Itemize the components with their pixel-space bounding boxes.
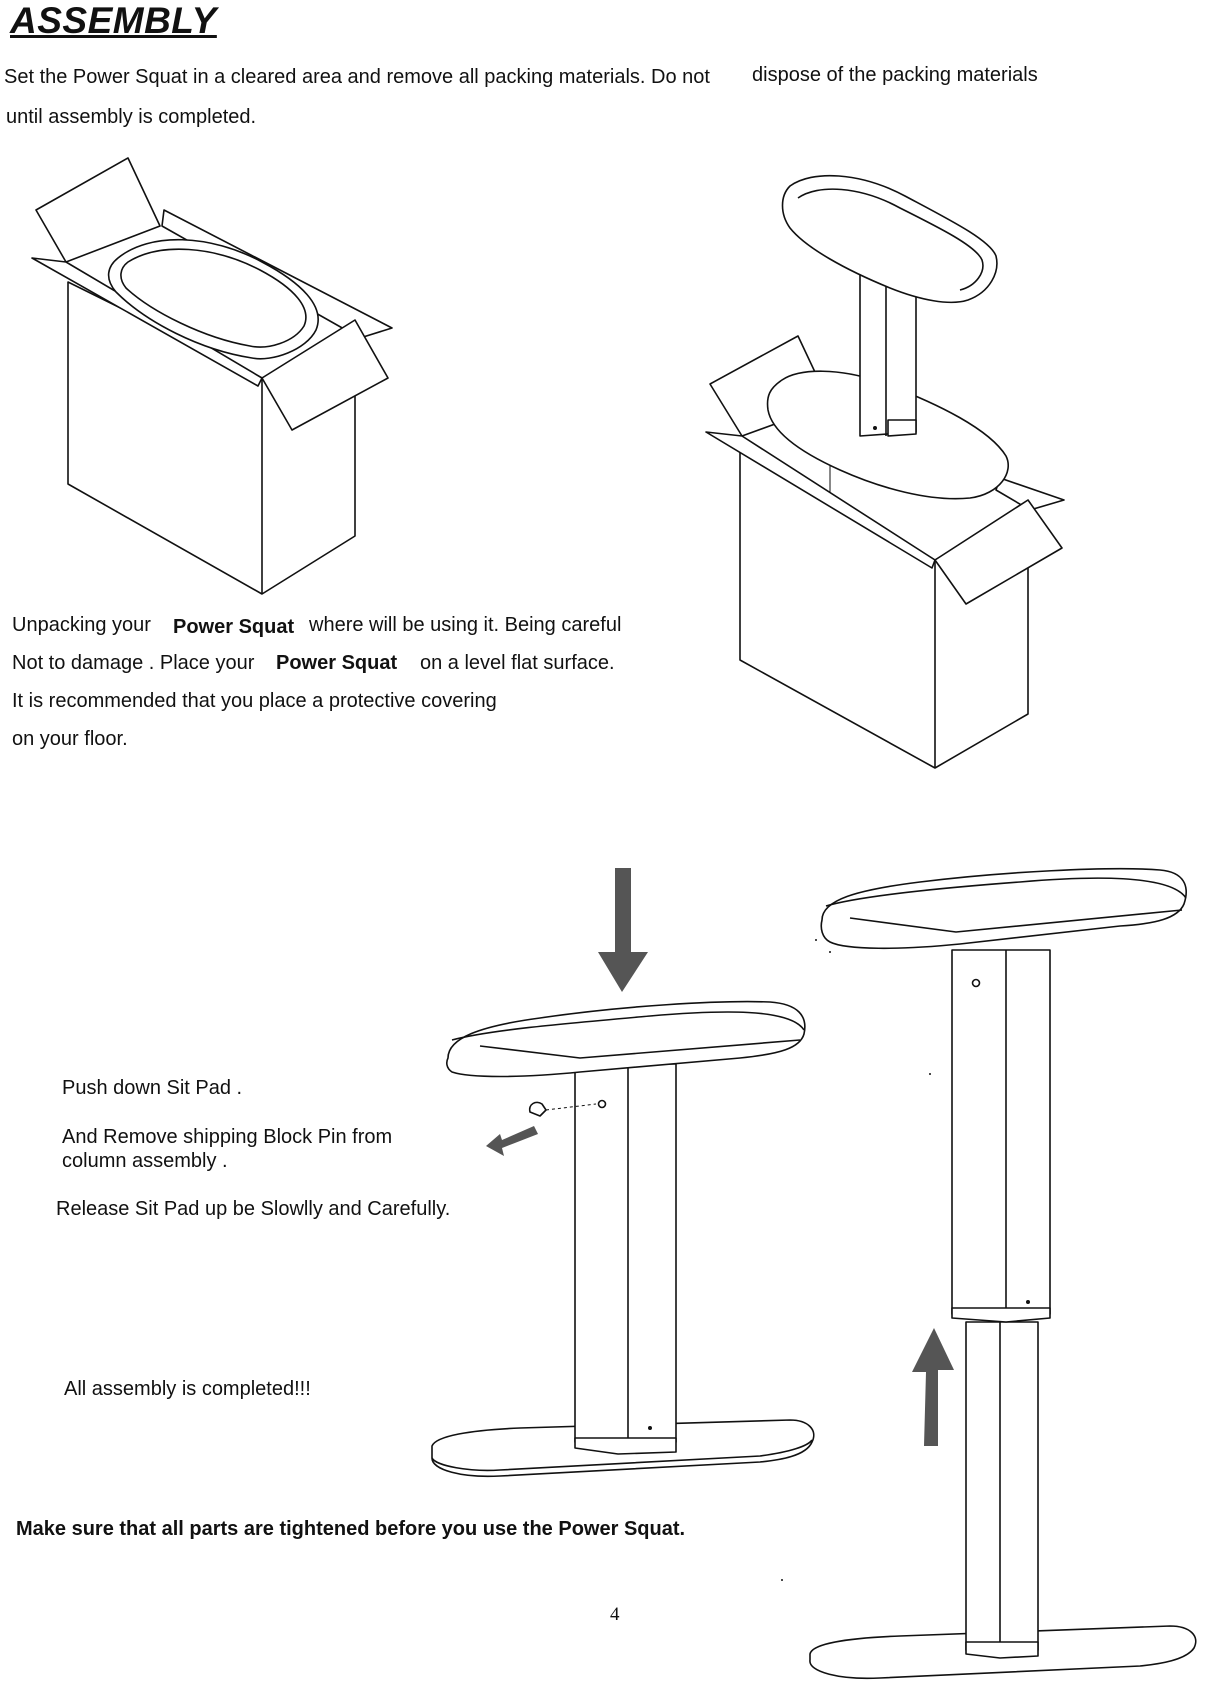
step-push-down: Push down Sit Pad . <box>62 1077 243 1099</box>
closed-box-with-seat-figure <box>32 158 392 594</box>
unpack-line-1c: where will be using it. Being careful <box>309 614 622 636</box>
down-arrow-icon <box>598 868 648 992</box>
step-remove-pin-2: column assembly . <box>62 1150 228 1172</box>
assembled-unit-figure <box>810 869 1196 1679</box>
up-arrow-icon <box>912 1328 954 1446</box>
unpack-line-2b: Power Squat <box>276 652 398 674</box>
open-box-with-unit-figure <box>706 176 1064 768</box>
intro-line-1a: Set the Power Squat in a cleared area and remove all packing materials. Do not <box>4 66 710 88</box>
step-remove-pin-1: And Remove shipping Block Pin from <box>62 1126 393 1148</box>
push-down-sit-pad-figure <box>432 868 814 1476</box>
intro-line-2: until assembly is completed. <box>6 106 257 128</box>
unpack-line-2a: Not to damage . Place your <box>12 652 255 674</box>
unpack-line-4: on your floor. <box>12 728 128 750</box>
step-completed: All assembly is completed!!! <box>64 1378 311 1400</box>
page-number: 4 <box>610 1604 620 1625</box>
unpack-line-1a: Unpacking your <box>12 614 151 636</box>
tighten-warning: Make sure that all parts are tightened before you use the Power Squat. <box>16 1518 686 1540</box>
page-title: ASSEMBLY <box>10 0 217 41</box>
intro-line-1b: dispose of the packing materials <box>752 64 1038 86</box>
unpack-line-2c: on a level flat surface. <box>420 652 615 674</box>
unpack-line-1b: Power Squat <box>173 616 295 638</box>
step-release: Release Sit Pad up be Slowlly and Carefully. <box>56 1198 451 1220</box>
pin-arrow-icon <box>486 1126 538 1156</box>
unpack-line-3: It is recommended that you place a protective covering <box>12 690 497 712</box>
